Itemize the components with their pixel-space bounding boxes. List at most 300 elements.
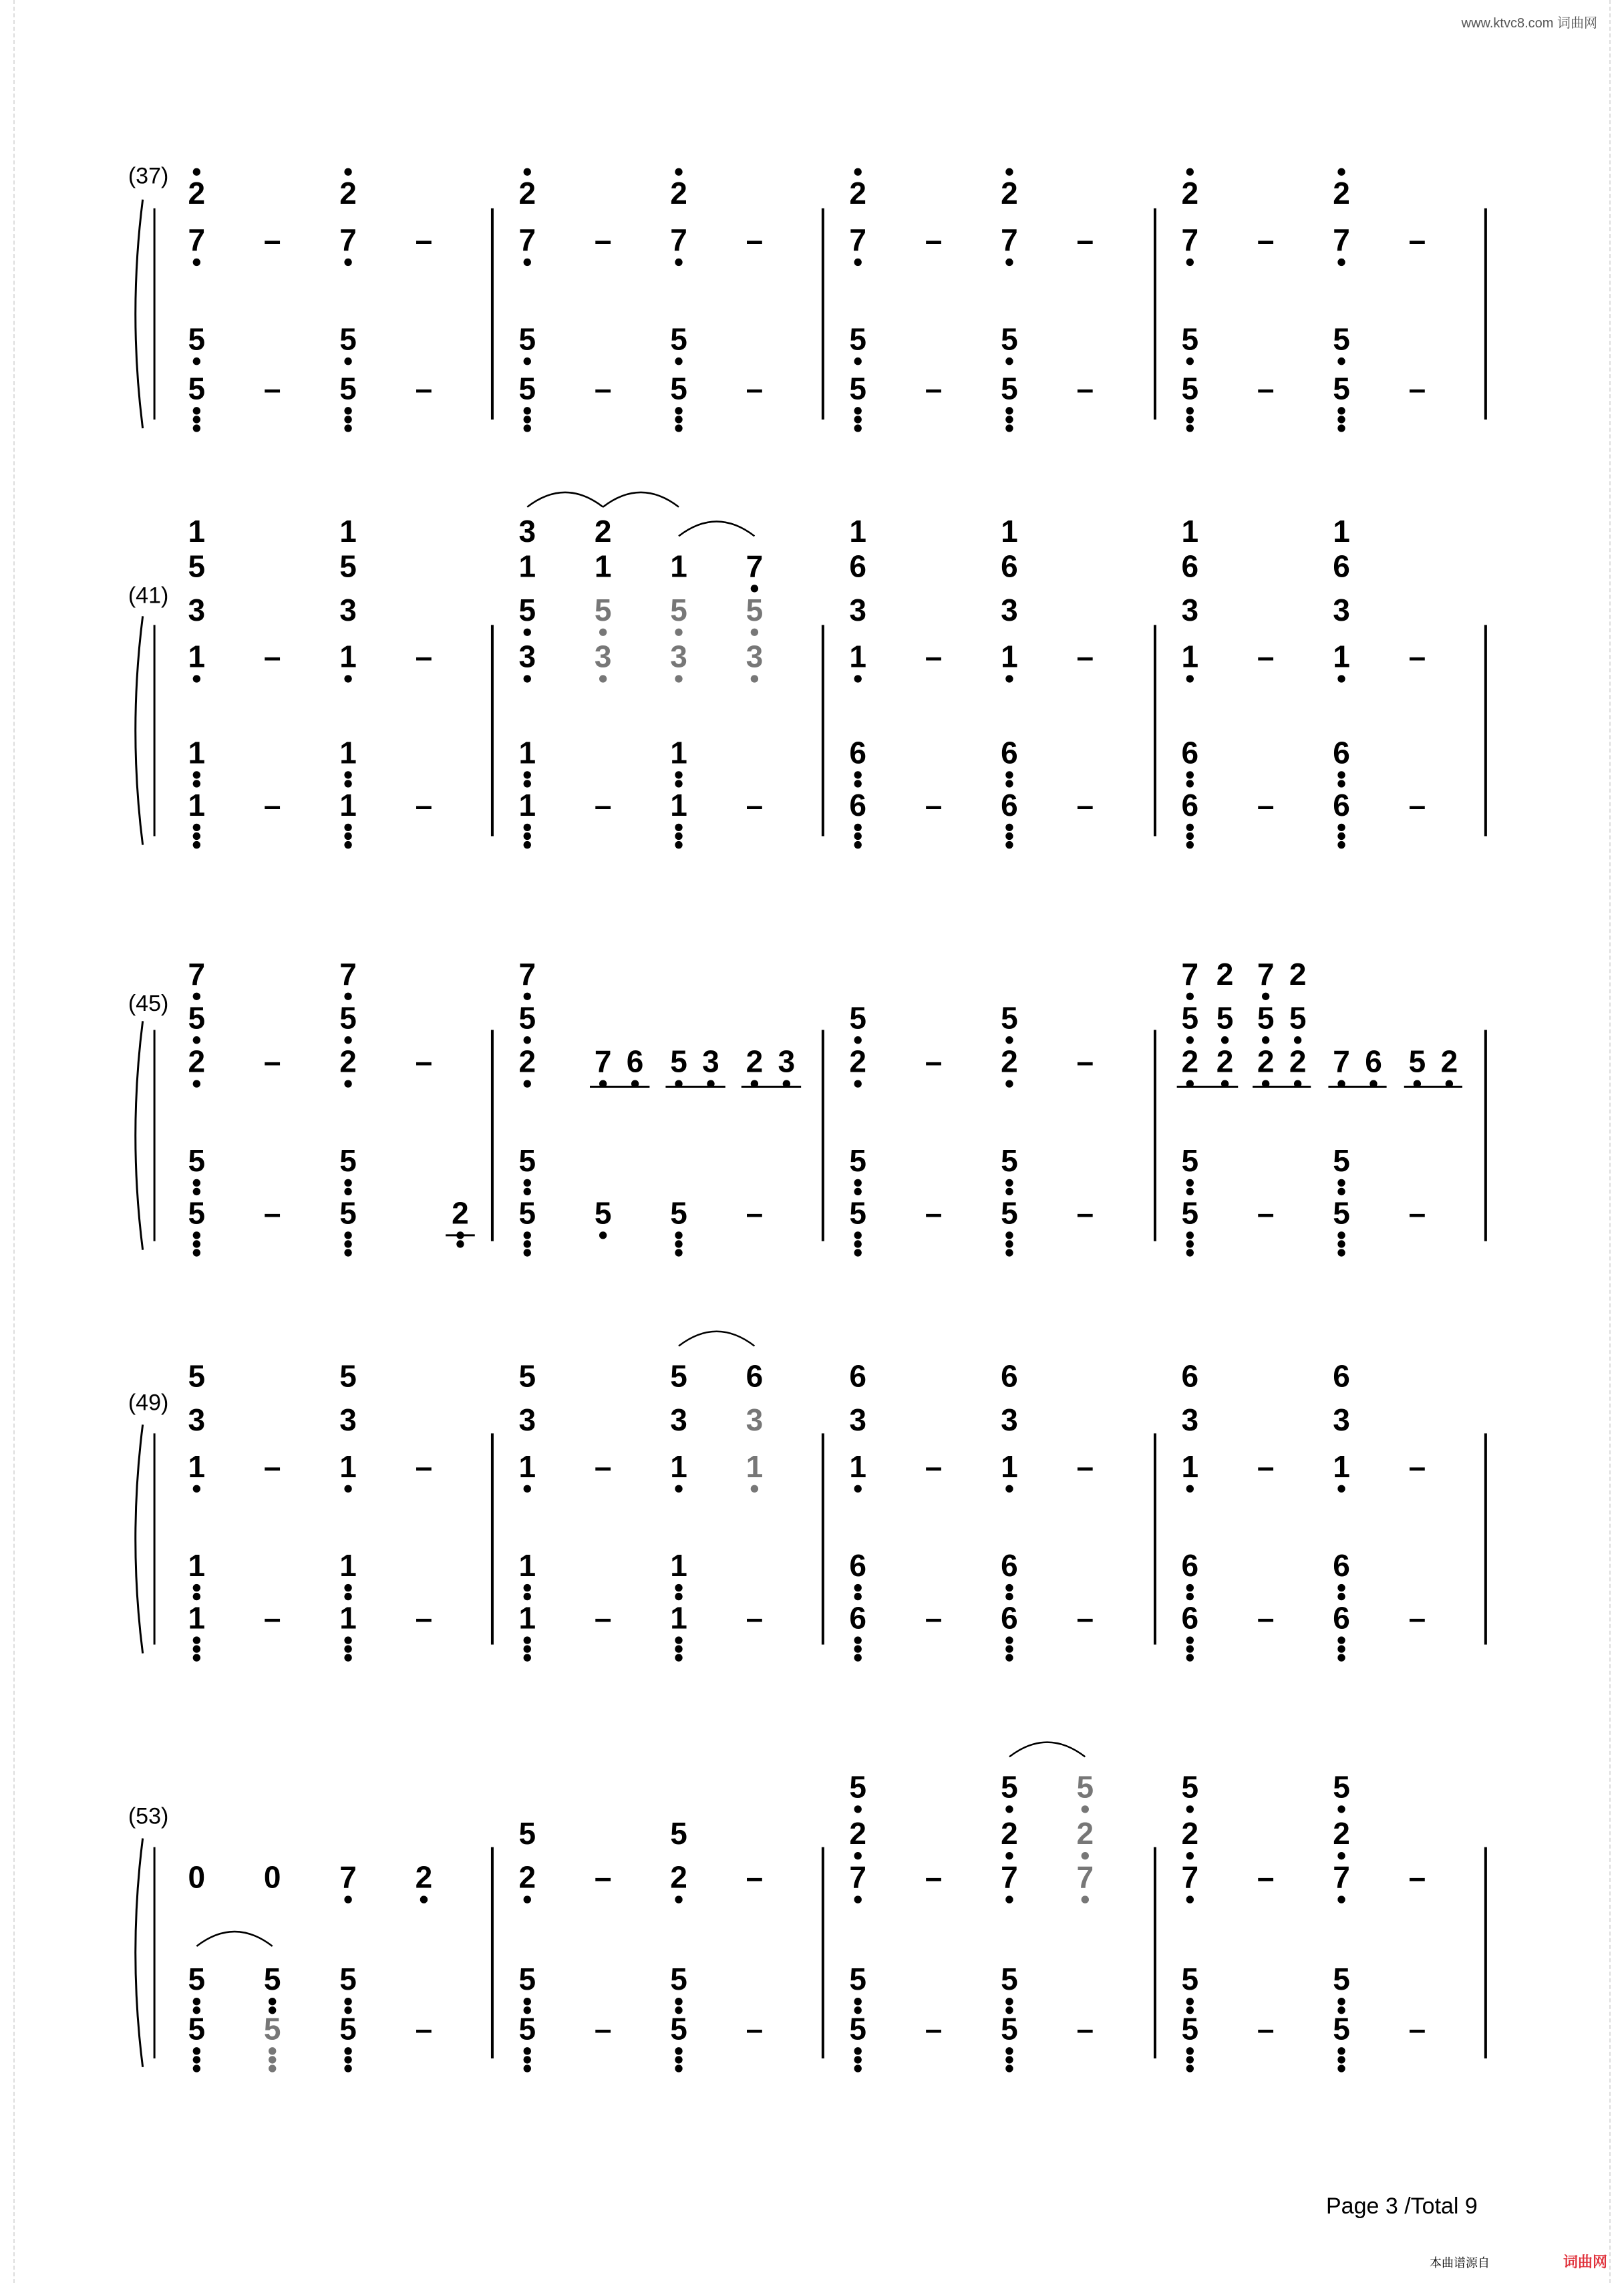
score-note: 1 <box>339 1548 357 1583</box>
score-note: 6 <box>1001 787 1018 822</box>
octave-dot <box>193 424 200 432</box>
score-note: 5 <box>1333 2011 1350 2046</box>
score-note: 2 <box>1333 1816 1350 1851</box>
score-note: 5 <box>670 371 687 406</box>
octave-dot <box>1337 407 1345 414</box>
score-note: 3 <box>339 1402 357 1438</box>
octave-dot <box>1186 407 1194 414</box>
score-note: 5 <box>188 1195 206 1231</box>
score-note: 3 <box>849 592 866 627</box>
octave-dot <box>1186 1179 1194 1187</box>
score-note: 5 <box>1216 1000 1234 1036</box>
octave-dot <box>1186 1852 1194 1859</box>
score-dash: – <box>925 1859 943 1895</box>
octave-dot <box>344 780 351 787</box>
octave-dot <box>1337 1645 1345 1652</box>
score-dash: – <box>1076 1195 1094 1231</box>
score-dash: – <box>1076 1044 1094 1079</box>
score-note: 5 <box>670 321 687 357</box>
score-note: 5 <box>339 321 357 357</box>
octave-dot <box>524 629 531 636</box>
octave-dot <box>344 1584 351 1591</box>
octave-dot <box>675 1249 682 1256</box>
octave-dot <box>193 1593 200 1600</box>
octave-dot <box>675 357 682 365</box>
score-note: 1 <box>188 1600 206 1636</box>
score-note: 1 <box>1001 514 1018 549</box>
octave-dot <box>344 424 351 432</box>
score-dash: – <box>1257 2011 1275 2046</box>
score-note: 2 <box>452 1195 469 1231</box>
measure-number: (45) <box>128 991 169 1017</box>
octave-dot <box>1337 424 1345 432</box>
score-note: 2 <box>188 176 206 211</box>
octave-dot <box>344 1895 351 1903</box>
score-dash: – <box>594 1859 612 1895</box>
octave-dot <box>854 1080 862 1087</box>
score-note: 7 <box>1181 1859 1199 1895</box>
octave-dot <box>1005 2065 1013 2072</box>
octave-dot <box>1186 168 1194 176</box>
score-note: 5 <box>1333 1769 1350 1805</box>
score-note: 1 <box>339 787 357 822</box>
octave-dot <box>1005 424 1013 432</box>
score-note: 2 <box>1076 1816 1094 1851</box>
score-note: 5 <box>188 2011 206 2046</box>
score-note: 5 <box>594 592 612 627</box>
score-note: 5 <box>670 1962 687 1997</box>
score-note: 2 <box>1216 956 1234 992</box>
score-dash: – <box>415 2011 433 2046</box>
octave-dot <box>524 780 531 787</box>
score-dash: – <box>263 371 281 406</box>
score-dash: – <box>1257 639 1275 674</box>
octave-dot <box>854 407 862 414</box>
score-note: 5 <box>1076 1769 1094 1805</box>
octave-dot <box>1186 1998 1194 2005</box>
score-note: 5 <box>1181 321 1199 357</box>
score-note: 5 <box>339 1000 357 1036</box>
score-dash: – <box>1408 1859 1426 1895</box>
score-note: 3 <box>1001 1402 1018 1438</box>
score-note: 5 <box>670 2011 687 2046</box>
score-note: 1 <box>670 549 687 584</box>
octave-dot <box>524 1584 531 1591</box>
score-note: 2 <box>849 1044 866 1079</box>
score-note: 1 <box>339 1600 357 1636</box>
octave-dot <box>524 841 531 849</box>
octave-dot <box>1186 675 1194 682</box>
octave-dot <box>1186 824 1194 831</box>
octave-dot <box>1005 1584 1013 1591</box>
score-dash: – <box>594 1449 612 1484</box>
score-dash: – <box>746 1600 764 1636</box>
score-note: 7 <box>594 1044 612 1079</box>
slur <box>1009 1742 1085 1757</box>
score-dash: – <box>1076 222 1094 258</box>
score-note: 1 <box>188 735 206 770</box>
octave-dot <box>269 2047 276 2054</box>
octave-dot <box>193 824 200 831</box>
score-note: 5 <box>188 371 206 406</box>
octave-dot <box>1005 1485 1013 1493</box>
octave-dot <box>1294 1036 1301 1044</box>
score-note: 7 <box>1333 1044 1350 1079</box>
octave-dot <box>1186 2047 1194 2054</box>
score-note: 5 <box>518 592 536 627</box>
octave-dot <box>675 1645 682 1652</box>
octave-dot <box>524 424 531 432</box>
octave-dot <box>675 675 682 682</box>
octave-dot <box>1337 357 1345 365</box>
footer-logo: 词曲网 <box>1563 2254 1608 2270</box>
score-note: 6 <box>1333 787 1350 822</box>
octave-dot <box>854 780 862 787</box>
octave-dot <box>524 1998 531 2005</box>
octave-dot <box>1337 1852 1345 1859</box>
score-dash: – <box>415 222 433 258</box>
score-note: 5 <box>849 1962 866 1997</box>
score-note: 3 <box>670 1402 687 1438</box>
octave-dot <box>1005 1852 1013 1859</box>
octave-dot <box>344 841 351 849</box>
score-note: 6 <box>1001 1358 1018 1394</box>
score-note: 7 <box>1181 222 1199 258</box>
score-note: 5 <box>518 2011 536 2046</box>
score-note: 1 <box>1333 514 1350 549</box>
score-note: 5 <box>849 371 866 406</box>
score-dash: – <box>746 1859 764 1895</box>
octave-dot <box>344 675 351 682</box>
score-dash: – <box>1257 1449 1275 1484</box>
score-note: 5 <box>746 592 764 627</box>
score-note: 1 <box>670 735 687 770</box>
score-note: 3 <box>518 639 536 674</box>
octave-dot <box>1005 407 1013 414</box>
octave-dot <box>1186 993 1194 1000</box>
octave-dot <box>1186 1805 1194 1813</box>
score-note: 1 <box>849 1449 866 1484</box>
octave-dot <box>675 1636 682 1644</box>
octave-dot <box>344 824 351 831</box>
octave-dot <box>675 1240 682 1247</box>
score-note: 1 <box>1001 1449 1018 1484</box>
score-note: 3 <box>1001 592 1018 627</box>
score-dash: – <box>1257 222 1275 258</box>
score-dash: – <box>1076 1449 1094 1484</box>
octave-dot <box>1005 1231 1013 1239</box>
score-note: 2 <box>670 1859 687 1895</box>
octave-dot <box>193 168 200 176</box>
score-note: 2 <box>1181 1816 1199 1851</box>
octave-dot <box>344 357 351 365</box>
octave-dot <box>344 1485 351 1493</box>
score-note: 5 <box>1333 1143 1350 1178</box>
octave-dot <box>193 1231 200 1239</box>
score-dash: – <box>263 222 281 258</box>
octave-dot <box>193 2065 200 2072</box>
score-dash: – <box>1257 1600 1275 1636</box>
score-note: 2 <box>594 514 612 549</box>
octave-dot <box>344 2065 351 2072</box>
score-dash: – <box>263 787 281 822</box>
score-note: 5 <box>849 1769 866 1805</box>
score-note: 5 <box>670 1195 687 1231</box>
slur <box>527 492 603 507</box>
score-note: 7 <box>1001 222 1018 258</box>
score-dash: – <box>925 2011 943 2046</box>
octave-dot <box>1005 1805 1013 1813</box>
octave-dot <box>524 168 531 176</box>
score-note: 1 <box>594 549 612 584</box>
octave-dot <box>524 1636 531 1644</box>
score-dash: – <box>594 787 612 822</box>
octave-dot <box>854 1852 862 1859</box>
octave-dot <box>193 1179 200 1187</box>
score-note: 5 <box>1001 1000 1018 1036</box>
octave-dot <box>1005 1188 1013 1195</box>
octave-dot <box>193 259 200 266</box>
score-dash: – <box>415 787 433 822</box>
score-note: 2 <box>415 1859 433 1895</box>
octave-dot <box>1337 2065 1345 2072</box>
octave-dot <box>1005 1636 1013 1644</box>
score-note: 5 <box>188 1000 206 1036</box>
octave-dot <box>1337 1485 1345 1493</box>
score-note: 5 <box>263 2011 281 2046</box>
score-note: 2 <box>1257 1044 1275 1079</box>
page-number: Page 3 /Total 9 <box>1326 2193 1478 2219</box>
octave-dot <box>854 1240 862 1247</box>
octave-dot <box>344 771 351 778</box>
score-note: 5 <box>849 321 866 357</box>
score-note: 1 <box>518 735 536 770</box>
score-note: 6 <box>849 1358 866 1394</box>
octave-dot <box>344 168 351 176</box>
score-note: 6 <box>1181 1600 1199 1636</box>
score-note: 2 <box>1289 956 1307 992</box>
score-note: 1 <box>518 549 536 584</box>
score-dash: – <box>594 1600 612 1636</box>
octave-dot <box>1337 168 1345 176</box>
score-note: 5 <box>594 1195 612 1231</box>
site-url: www.ktvc8.com 词曲网 <box>1461 16 1597 31</box>
score-note: 2 <box>849 176 866 211</box>
score-dash: – <box>1076 2011 1094 2046</box>
score-note: 5 <box>1181 2011 1199 2046</box>
octave-dot <box>193 832 200 840</box>
octave-dot <box>344 1636 351 1644</box>
score-dash: – <box>263 1044 281 1079</box>
octave-dot <box>1186 2065 1194 2072</box>
score-note: 6 <box>1333 735 1350 770</box>
score-note: 5 <box>339 1195 357 1231</box>
octave-dot <box>854 1036 862 1044</box>
octave-dot <box>344 1593 351 1600</box>
score-note: 5 <box>1001 321 1018 357</box>
octave-dot <box>344 2056 351 2063</box>
score-note: 2 <box>670 176 687 211</box>
score-note: 3 <box>702 1044 719 1079</box>
slur <box>679 1332 754 1346</box>
score-note: 5 <box>849 1195 866 1231</box>
score-note: 1 <box>1181 639 1199 674</box>
octave-dot <box>751 585 758 592</box>
octave-dot <box>193 1654 200 1661</box>
score-note: 5 <box>188 549 206 584</box>
octave-dot <box>1337 1805 1345 1813</box>
octave-dot <box>193 1249 200 1256</box>
octave-dot <box>1186 1895 1194 1903</box>
octave-dot <box>1186 1485 1194 1493</box>
score-note: 5 <box>518 1816 536 1851</box>
score-note: 1 <box>188 639 206 674</box>
octave-dot <box>675 1584 682 1591</box>
octave-dot <box>1337 2047 1345 2054</box>
octave-dot <box>1005 168 1013 176</box>
octave-dot <box>1337 2056 1345 2063</box>
octave-dot <box>193 1240 200 1247</box>
octave-dot <box>1005 771 1013 778</box>
octave-dot <box>599 675 607 682</box>
octave-dot <box>524 771 531 778</box>
octave-dot <box>344 1654 351 1661</box>
octave-dot <box>193 1485 200 1493</box>
octave-dot <box>193 993 200 1000</box>
score-note: 3 <box>746 1402 764 1438</box>
score-note: 2 <box>746 1044 764 1079</box>
octave-dot <box>344 259 351 266</box>
octave-dot <box>269 2056 276 2063</box>
octave-dot <box>524 1231 531 1239</box>
score-note: 6 <box>1181 735 1199 770</box>
octave-dot <box>854 841 862 849</box>
score-note: 5 <box>1001 2011 1018 2046</box>
score-note: 7 <box>1333 1859 1350 1895</box>
score-note: 2 <box>1181 176 1199 211</box>
score-dash: – <box>746 787 764 822</box>
score-note: 2 <box>339 176 357 211</box>
octave-dot <box>1186 1188 1194 1195</box>
octave-dot <box>751 1485 758 1493</box>
score-note: 2 <box>1216 1044 1234 1079</box>
octave-dot <box>854 2047 862 2054</box>
octave-dot <box>1337 1188 1345 1195</box>
octave-dot <box>524 1188 531 1195</box>
octave-dot <box>854 1998 862 2005</box>
octave-dot <box>675 629 682 636</box>
score-note: 7 <box>188 222 206 258</box>
score-note: 7 <box>1001 1859 1018 1895</box>
score-dash: – <box>925 371 943 406</box>
octave-dot <box>524 1080 531 1087</box>
score-note: 1 <box>518 787 536 822</box>
staff-brace <box>136 1838 143 2067</box>
score-note: 6 <box>1333 1358 1350 1394</box>
octave-dot <box>854 2065 862 2072</box>
octave-dot <box>1186 1584 1194 1591</box>
octave-dot <box>1337 1240 1345 1247</box>
score-note: 6 <box>1333 549 1350 584</box>
score-dash: – <box>263 1449 281 1484</box>
score-note: 5 <box>518 321 536 357</box>
score-note: 6 <box>1001 1600 1018 1636</box>
octave-dot <box>675 1593 682 1600</box>
score-note: 2 <box>1181 1044 1199 1079</box>
octave-dot <box>1337 1636 1345 1644</box>
score-note: 7 <box>849 1859 866 1895</box>
octave-dot <box>193 675 200 682</box>
octave-dot <box>193 1645 200 1652</box>
octave-dot <box>1337 1593 1345 1600</box>
octave-dot <box>854 357 862 365</box>
score-note: 7 <box>670 222 687 258</box>
score-note: 6 <box>849 1548 866 1583</box>
octave-dot <box>193 1584 200 1591</box>
score-note: 6 <box>1181 549 1199 584</box>
measure-number: (53) <box>128 1803 169 1829</box>
score-note: 2 <box>518 1044 536 1079</box>
score-note: 0 <box>263 1859 281 1895</box>
octave-dot <box>193 780 200 787</box>
octave-dot <box>854 1654 862 1661</box>
score-note: 1 <box>670 1449 687 1484</box>
octave-dot <box>599 629 607 636</box>
score-dash: – <box>925 222 943 258</box>
score-note: 7 <box>188 956 206 992</box>
score-note: 1 <box>670 787 687 822</box>
score-note: 5 <box>1333 1195 1350 1231</box>
score-note: 6 <box>1001 549 1018 584</box>
octave-dot <box>675 1654 682 1661</box>
score-note: 3 <box>1181 1402 1199 1438</box>
score-note: 5 <box>263 1962 281 1997</box>
octave-dot <box>854 1593 862 1600</box>
score-note: 5 <box>1333 371 1350 406</box>
octave-dot <box>1186 841 1194 849</box>
score-note: 3 <box>188 592 206 627</box>
score-dash: – <box>263 1600 281 1636</box>
octave-dot <box>675 1231 682 1239</box>
score-note: 1 <box>339 514 357 549</box>
octave-dot <box>675 824 682 831</box>
octave-dot <box>854 1895 862 1903</box>
octave-dot <box>1337 675 1345 682</box>
score-dash: – <box>1076 371 1094 406</box>
score-dash: – <box>1408 1195 1426 1231</box>
octave-dot <box>854 416 862 423</box>
octave-dot <box>420 1895 428 1903</box>
score-note: 1 <box>188 1449 206 1484</box>
octave-dot <box>193 771 200 778</box>
octave-dot <box>344 1188 351 1195</box>
slur <box>603 492 679 507</box>
score-note: 5 <box>1001 1962 1018 1997</box>
score-note: 7 <box>849 222 866 258</box>
octave-dot <box>344 1240 351 1247</box>
score-note: 3 <box>746 639 764 674</box>
octave-dot <box>1337 1179 1345 1187</box>
score-note: 1 <box>746 1449 764 1484</box>
octave-dot <box>675 841 682 849</box>
score-note: 1 <box>1181 1449 1199 1484</box>
score-note: 5 <box>188 1358 206 1394</box>
octave-dot <box>854 675 862 682</box>
score-note: 2 <box>188 1044 206 1079</box>
score-note: 5 <box>339 2011 357 2046</box>
octave-dot <box>1005 780 1013 787</box>
octave-dot <box>675 1895 682 1903</box>
